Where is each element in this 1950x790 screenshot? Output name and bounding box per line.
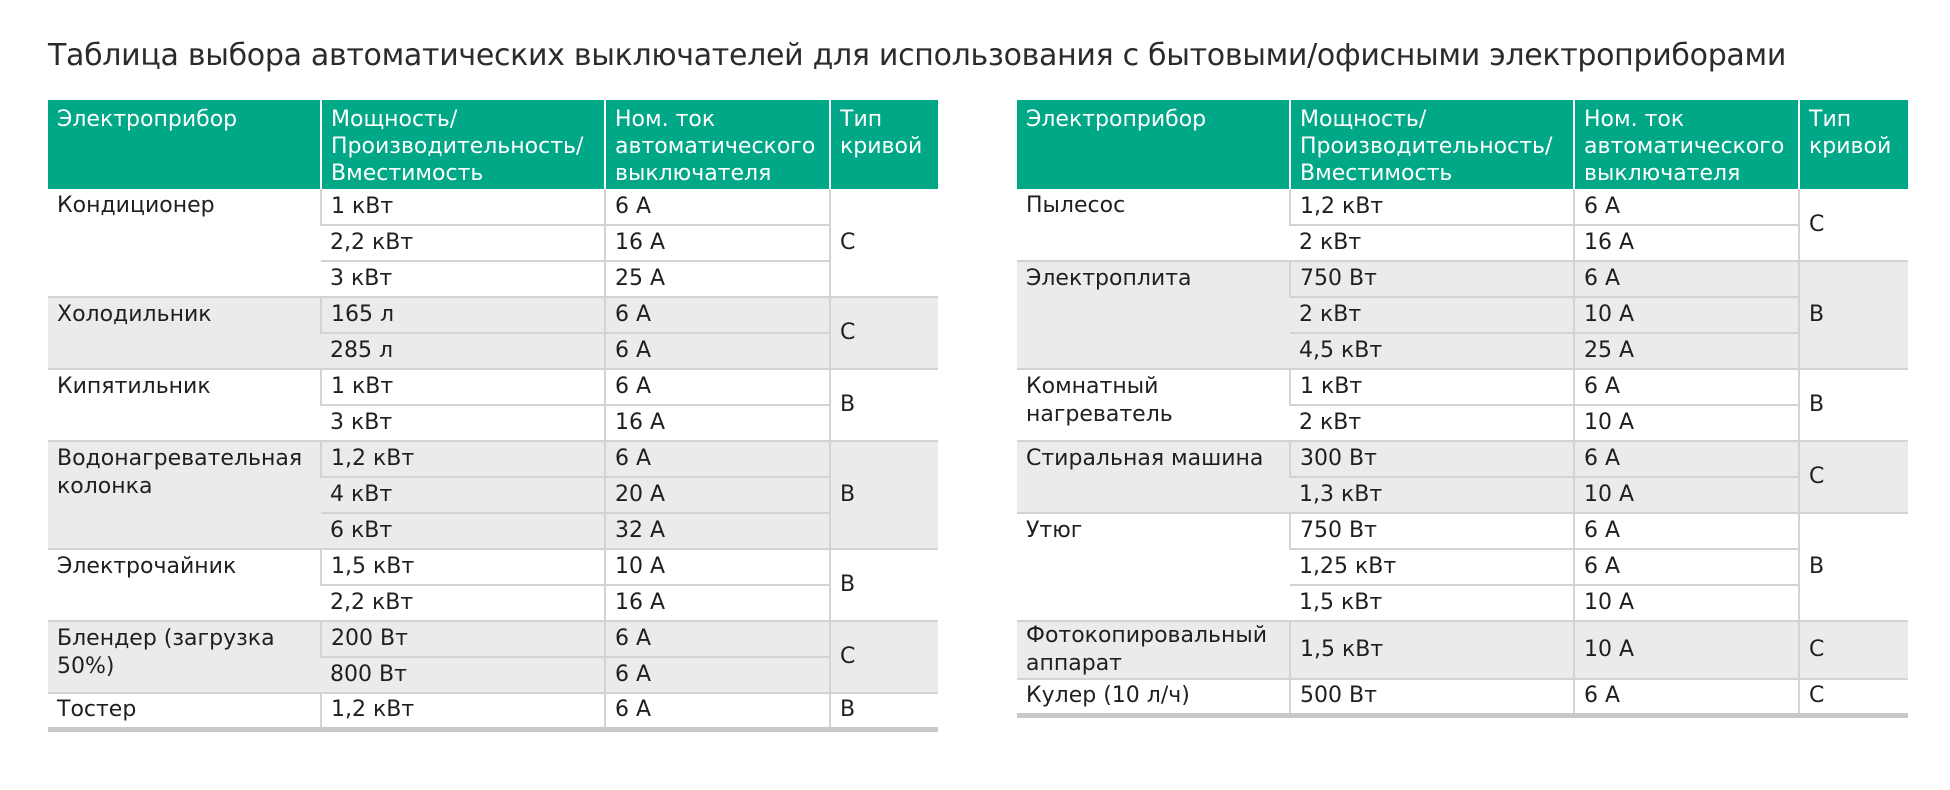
curve-cell: B — [1799, 513, 1908, 621]
device-cell: Кулер (10 л/ч) — [1017, 679, 1290, 715]
power-cell: 1 кВт — [321, 189, 605, 225]
current-cell: 32 А — [605, 513, 830, 549]
power-cell: 500 Вт — [1290, 679, 1574, 715]
power-cell: 1,2 кВт — [321, 441, 605, 477]
table-row — [48, 441, 938, 477]
current-cell: 10 А — [1574, 405, 1799, 441]
curve-cell: C — [1799, 679, 1908, 715]
power-cell: 2,2 кВт — [321, 225, 605, 261]
page-title: Таблица выбора автоматических выключателей для использования с бытовыми/офисными электроприборами — [48, 38, 1787, 73]
power-cell: 300 Вт — [1290, 441, 1574, 477]
power-cell: 2 кВт — [1290, 225, 1574, 261]
header-device: Электроприбор — [48, 100, 321, 189]
current-cell: 10 А — [1574, 621, 1799, 679]
current-cell: 6 А — [605, 297, 830, 333]
table-row — [1017, 513, 1908, 549]
table-row — [1017, 261, 1908, 297]
power-cell: 3 кВт — [321, 405, 605, 441]
current-cell: 6 А — [1574, 679, 1799, 715]
curve-cell: C — [830, 621, 938, 693]
curve-cell: C — [830, 297, 938, 369]
table-row — [48, 189, 938, 225]
current-cell: 6 А — [1574, 513, 1799, 549]
current-cell: 25 А — [605, 261, 830, 297]
device-cell: Водонагревательная колонка — [48, 441, 321, 549]
header-current: Ном. ток автоматического выключателя — [605, 100, 830, 189]
power-cell: 4 кВт — [321, 477, 605, 513]
current-cell: 6 А — [605, 693, 830, 729]
curve-cell: C — [830, 189, 938, 297]
header-curve: Тип кривой — [1799, 100, 1908, 189]
device-cell: Кондиционер — [57, 193, 215, 218]
power-cell: 200 Вт — [321, 621, 605, 657]
current-cell: 6 А — [605, 369, 830, 405]
table-row — [48, 549, 938, 585]
curve-cell: B — [830, 441, 938, 549]
table-row — [48, 621, 938, 657]
power-cell: 1,25 кВт — [1290, 549, 1574, 585]
current-cell: 6 А — [605, 621, 830, 657]
current-cell: 6 А — [605, 441, 830, 477]
current-cell: 6 А — [1574, 549, 1799, 585]
power-cell: 285 л — [321, 333, 605, 369]
power-cell: 2,2 кВт — [321, 585, 605, 621]
device-cell: Фотокопировальный аппарат — [1017, 621, 1290, 679]
current-cell: 10 А — [1574, 585, 1799, 621]
current-cell: 6 А — [1574, 261, 1799, 297]
device-cell: Кипятильник — [48, 369, 321, 441]
curve-cell: B — [830, 369, 938, 441]
device-cell: Блендер (загрузка 50%) — [48, 621, 321, 693]
curve-cell: B — [830, 693, 938, 729]
device-cell: Комнатный нагреватель — [1017, 369, 1290, 441]
power-cell: 3 кВт — [321, 261, 605, 297]
power-cell: 165 л — [321, 297, 605, 333]
breaker-table-right — [1017, 100, 1908, 718]
current-cell: 6 А — [605, 657, 830, 693]
power-cell: 1,2 кВт — [1290, 189, 1574, 225]
header-current: Ном. ток автоматического выключателя — [1574, 100, 1799, 189]
device-cell: Тостер — [48, 693, 321, 729]
device-cell: Электроплита — [1017, 261, 1290, 369]
power-cell: 1 кВт — [1290, 369, 1574, 405]
table-row — [1017, 369, 1908, 405]
breaker-table-left — [48, 100, 938, 732]
current-cell: 6 А — [1574, 369, 1799, 405]
current-cell: 10 А — [1574, 477, 1799, 513]
power-cell: 1,5 кВт — [1290, 621, 1574, 679]
power-cell: 4,5 кВт — [1290, 333, 1574, 369]
table-row — [1017, 679, 1908, 715]
current-cell: 6 А — [1574, 441, 1799, 477]
power-cell: 800 Вт — [321, 657, 605, 693]
header-device: Электроприбор — [1017, 100, 1290, 189]
device-cell: Электрочайник — [48, 549, 321, 621]
power-cell: 1 кВт — [321, 369, 605, 405]
table-header-row — [48, 100, 938, 189]
device-cell: Холодильник — [48, 297, 321, 369]
current-cell: 20 А — [605, 477, 830, 513]
current-cell: 10 А — [1574, 297, 1799, 333]
current-cell: 16 А — [605, 405, 830, 441]
table-row — [1017, 621, 1908, 679]
header-curve: Тип кривой — [830, 100, 938, 189]
curve-cell: C — [1799, 621, 1908, 679]
table-row — [1017, 441, 1908, 477]
current-cell: 10 А — [605, 549, 830, 585]
power-cell: 750 Вт — [1290, 513, 1574, 549]
table-row — [1017, 189, 1908, 225]
curve-cell: B — [830, 549, 938, 621]
current-cell: 16 А — [605, 225, 830, 261]
power-cell: 2 кВт — [1290, 297, 1574, 333]
current-cell: 16 А — [1574, 225, 1799, 261]
power-cell: 1,2 кВт — [321, 693, 605, 729]
device-cell: Пылесос — [1026, 193, 1126, 218]
device-cell: Стиральная машина — [1017, 441, 1290, 513]
curve-cell: B — [1799, 369, 1908, 441]
current-cell: 6 А — [605, 333, 830, 369]
current-cell: 6 А — [1574, 189, 1799, 225]
current-cell: 25 А — [1574, 333, 1799, 369]
header-power: Мощность/ Производительность/ Вместимость — [321, 100, 605, 189]
curve-cell: B — [1799, 261, 1908, 369]
power-cell: 750 Вт — [1290, 261, 1574, 297]
curve-cell: C — [1799, 189, 1908, 261]
power-cell: 6 кВт — [321, 513, 605, 549]
table-header-row — [1017, 100, 1908, 189]
power-cell: 2 кВт — [1290, 405, 1574, 441]
table-row — [48, 369, 938, 405]
power-cell: 1,5 кВт — [1290, 585, 1574, 621]
current-cell: 6 А — [605, 189, 830, 225]
power-cell: 1,5 кВт — [321, 549, 605, 585]
current-cell: 16 А — [605, 585, 830, 621]
power-cell: 1,3 кВт — [1290, 477, 1574, 513]
table-row — [48, 693, 938, 729]
table-row — [48, 297, 938, 333]
header-power: Мощность/ Производительность/ Вместимость — [1290, 100, 1574, 189]
curve-cell: C — [1799, 441, 1908, 513]
device-cell: Утюг — [1017, 513, 1290, 621]
